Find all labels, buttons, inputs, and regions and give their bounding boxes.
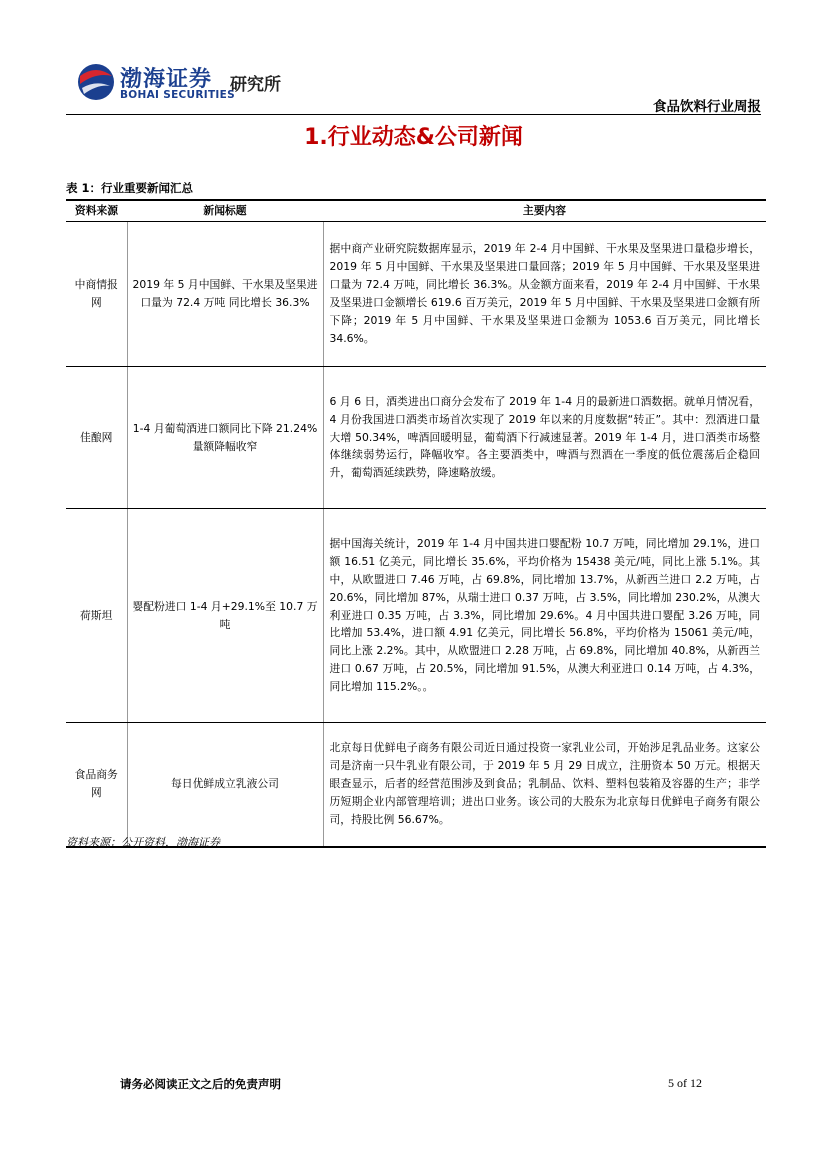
report-title: 食品饮料行业周报 — [653, 99, 761, 115]
header-content: 主要内容 — [323, 200, 766, 222]
company-name-en: BOHAI SECURITIES — [120, 89, 235, 101]
table-row — [66, 367, 766, 509]
bohai-logo-icon — [76, 62, 116, 102]
row-title: 婴配粉进口 1-4 月+29.1%至 10.7 万吨 — [127, 509, 323, 723]
row-source: 荷斯坦 — [66, 509, 127, 723]
company-logo — [76, 60, 306, 108]
row-source: 中商情报网 — [66, 222, 127, 367]
page-number: 5 of 12 — [668, 1076, 702, 1090]
company-name-cn: 渤海证券 — [120, 67, 213, 92]
header-title: 新闻标题 — [127, 200, 323, 222]
disclaimer-link: 请务必阅读正文之后的免责声明 — [120, 1077, 281, 1091]
row-content: 据中商产业研究院数据库显示，2019 年 2-4 月中国鲜、干水果及坚果进口量稳步增长，2019 年 5 月中国鲜、干水果及坚果进口量回落；2019 年 5 月中国鲜、干水果及坚果进口量为 72.4 万吨，同比增长 36.3%。从金额方面来看，2019 年 2-4 月中国鲜、干水果及坚果进口金额增长 619.6 百万美元，2019 年 5 月中国鲜、干水果及坚果进口金额有所下降；2019 年 5 月中国鲜、干水果及坚果进口金额为 1053.6 百万美元，同比增长 34.6%。 — [323, 222, 766, 367]
table-row — [66, 723, 766, 847]
table-row — [66, 509, 766, 723]
row-title: 1-4 月葡萄酒进口额同比下降 21.24% 量额降幅收窄 — [127, 367, 323, 509]
table-source-note: 资料来源：公开资料，渤海证券 — [66, 836, 220, 849]
news-table — [66, 199, 766, 848]
table-row — [66, 222, 766, 367]
row-source: 食品商务网 — [66, 723, 127, 847]
row-title: 每日优鲜成立乳液公司 — [127, 723, 323, 847]
row-content: 6 月 6 日，酒类进出口商分会发布了 2019 年 1-4 月的最新进口酒数据。就单月情况看，4 月份我国进口酒类市场首次实现了 2019 年以来的月度数据“转正”。其中：烈酒进口量大增 50.34%，啤酒回暖明显，葡萄酒下行减速显著。2019 年 1-4 月，进口酒类市场整体继续弱势运行，降幅收窄。各主要酒类中，啤酒与烈酒在一季度的低位震荡后企稳回升，葡萄酒延续跌势，降速略放缓。 — [323, 367, 766, 509]
row-source: 佳酿网 — [66, 367, 127, 509]
header-divider — [66, 114, 761, 115]
row-content: 据中国海关统计，2019 年 1-4 月中国共进口婴配粉 10.7 万吨，同比增加 29.1%，进口额 16.51 亿美元，同比增长 35.6%，平均价格为 15438 美元/吨，同比上涨 5.1%。其中，从欧盟进口 7.46 万吨，占 69.8%，同比增加 13.7%，从新西兰进口 2.2 万吨，占 20.6%，同比增加 87%，从瑞士进口 0.37 万吨，占 3.5%，同比增加 230.2%，从澳大利亚进口 0.35 万吨，占 3.3%，同比增加 29.6%。4 月中国共进口婴配 3.26 万吨，同比增加 53.4%，进口额 4.91 亿美元，同比增长 56.8%，平均价格为 15061 美元/吨，同比上涨 2.2%。其中，从欧盟进口 2.28 万吨，占 69.8%，同比增加 40.8%，从新西兰进口 0.67 万吨，占 20.5%，同比增加 91.5%，从澳大利亚进口 0.14 万吨，占 4.3%，同比增加 115.2%。。 — [323, 509, 766, 723]
table-caption: 表 1：行业重要新闻汇总 — [66, 181, 194, 195]
header-source: 资料来源 — [66, 200, 127, 222]
table-header-row — [66, 200, 766, 222]
section-title: 1.行业动态&公司新闻 — [304, 125, 523, 150]
row-content: 北京每日优鲜电子商务有限公司近日通过投资一家乳业公司，开始涉足乳品业务。这家公司是济南一只牛乳业有限公司，于 2019 年 5 月 29 日成立，注册资本 50 万元。根据天眼查显示，后者的经营范围涉及到食品；乳制品、饮料、塑料包装箱及容器的生产；非学历短期企业内部管理培训；进出口业务。该公司的大股东为北京每日优鲜电子商务有限公司，持股比例 56.67%。 — [323, 723, 766, 847]
row-title: 2019 年 5 月中国鲜、干水果及坚果进口量为 72.4 万吨 同比增长 36.3% — [127, 222, 323, 367]
institute-name: 研究所 — [230, 75, 281, 95]
